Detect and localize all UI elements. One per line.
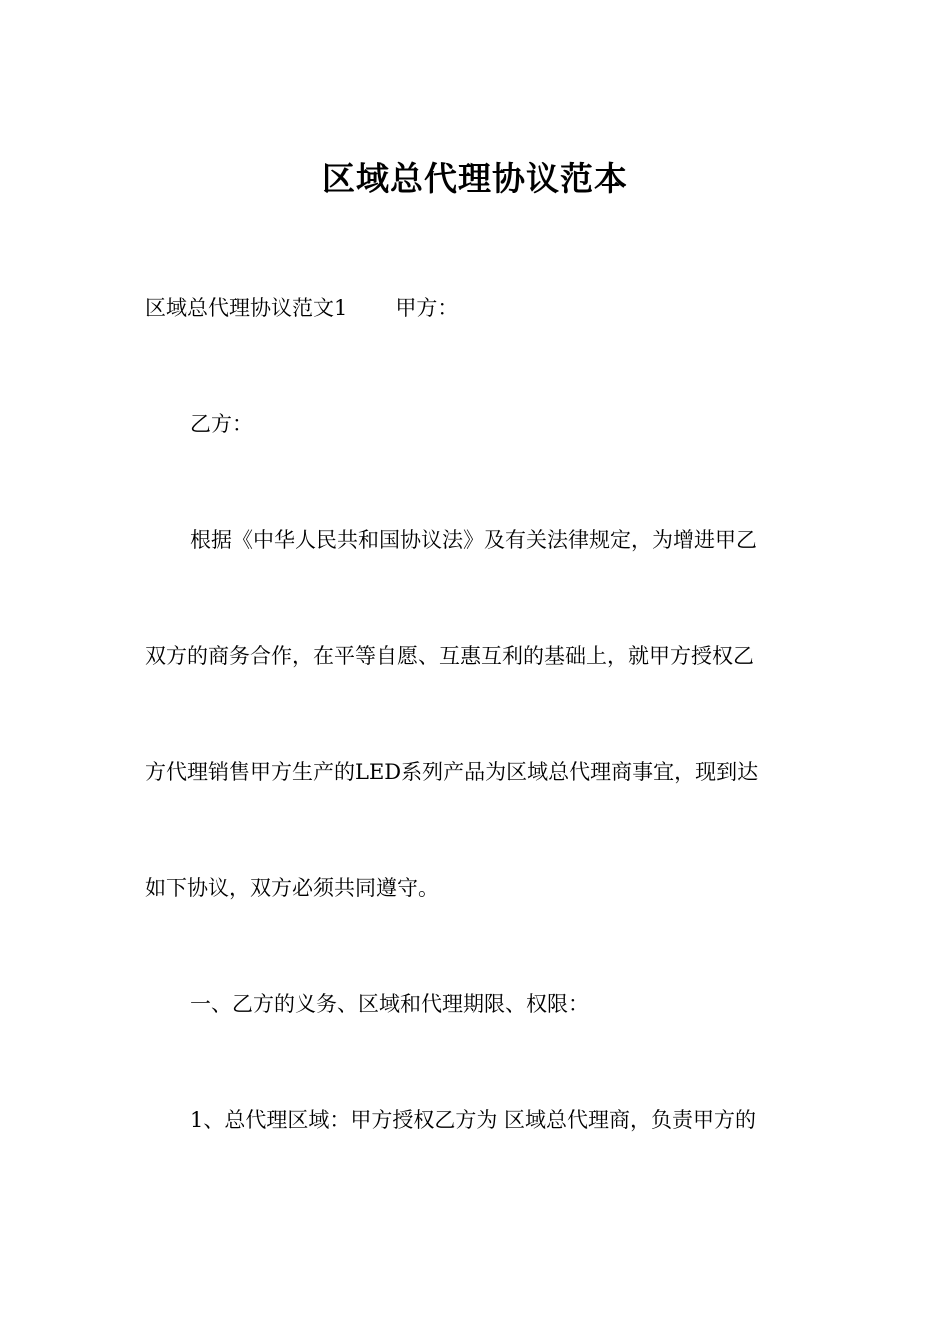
paragraph-line: 如下协议，双方必须共同遵守。	[145, 876, 439, 900]
heading-line	[145, 293, 458, 323]
paragraph-line: 1、总代理区域：甲方授权乙方为 区域总代理商，负责甲方的	[190, 1108, 757, 1132]
document-title: 区域总代理协议范本	[322, 159, 628, 198]
section-heading: 一、乙方的义务、区域和代理期限、权限：	[190, 992, 589, 1016]
paragraph-line: 方代理销售甲方生产的LED系列产品为区域总代理商事宜，现到达	[145, 760, 759, 784]
party-a-label: 甲方：	[395, 296, 459, 320]
paragraph-line: 双方的商务合作，在平等自愿、互惠互利的基础上，就甲方授权乙	[145, 644, 754, 668]
section-label: 区域总代理协议范文1	[145, 296, 348, 320]
paragraph-line: 根据《中华人民共和国协议法》及有关法律规定，为增进甲乙	[190, 528, 757, 552]
party-b-label: 乙方：	[190, 412, 253, 436]
